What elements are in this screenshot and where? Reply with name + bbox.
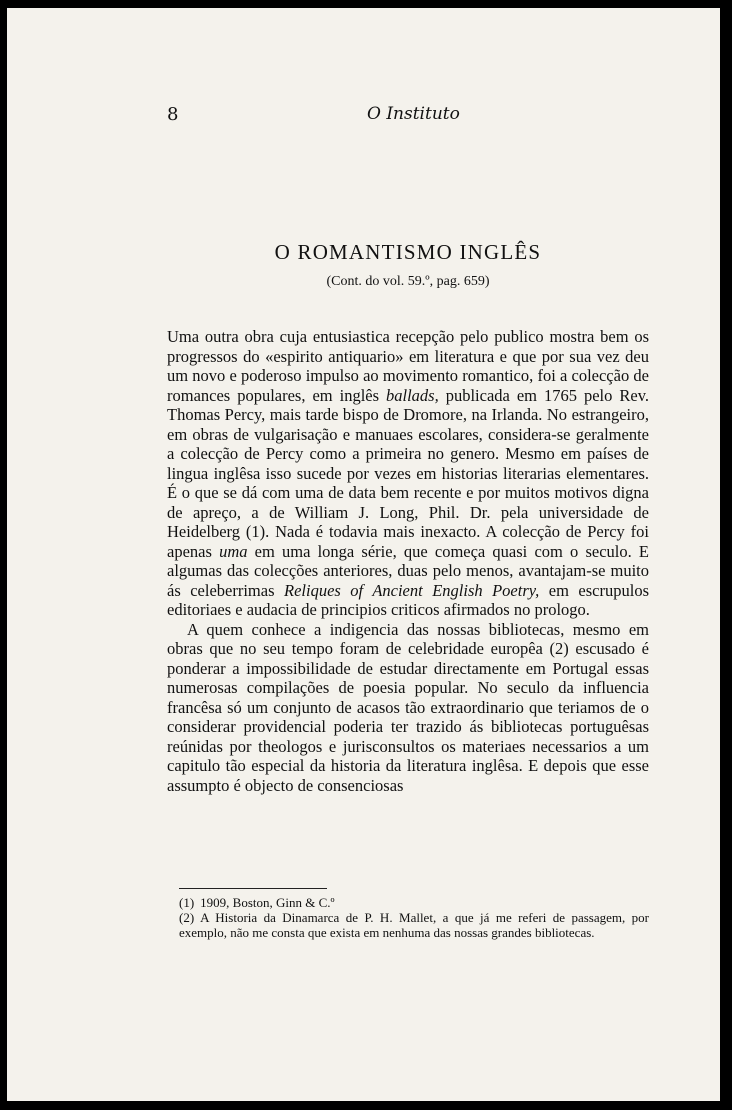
- paragraph-2: A quem conhece a indigencia das nossas bibliotecas, mesmo em obras que no seu tempo foram de celebridade europêa (2) escusado é ponderar a impossibilidade de estudar directamente em Portugal essas numerosas compilações de poesia popular. No seculo da influencia francêsa só um conjunto de acasos tão extraordinario que teriamos de o considerar providencial poderia ter trazido ás bibliotecas portuguêsas reúnidas por theologos e jurisconsultos os materiaes necessarios a um capitulo tão especial da historia da literatura inglêsa. E depois que esse assumpto é objecto de consenciosas: [167, 619, 649, 795]
- footnote-rule: [179, 888, 327, 889]
- paragraph-1: [167, 327, 649, 620]
- footnote-1-text: 1909, Boston, Ginn & C.º: [200, 895, 335, 910]
- footnote-1-mark: (1): [179, 895, 195, 910]
- continuation-note: (Cont. do vol. 59.º, pag. 659): [326, 274, 490, 289]
- paragraph-1-ballads: ballads,: [386, 385, 439, 405]
- footnotes: [179, 895, 649, 940]
- paragraph-1-text-e: em uma longa série, que começa quasi com o seculo. E algumas das colecções anteriores, duas pelo menos, avantajam-se muito ás celeberrimas: [167, 541, 649, 600]
- article-body: [167, 327, 649, 795]
- paragraph-1-reliques: Reliques of Ancient English Poetry,: [284, 580, 540, 600]
- paragraph-1-uma: uma: [219, 541, 248, 561]
- footnote-1: [179, 895, 649, 910]
- footnote-2: [179, 910, 649, 940]
- book-page: [7, 8, 720, 1101]
- footnote-2-text: A Historia da Dinamarca de P. H. Mallet, a que já me referi de passagem, por exemplo, não me consta que exista em nenhuma das nossas grandes bibliotecas.: [179, 910, 649, 940]
- article-title: O ROMANTISMO INGLÊS: [274, 240, 542, 264]
- paragraph-1-text-g: em escrupulos editoriaes e audacia de principios criticos afirmados no prologo.: [167, 580, 649, 619]
- running-title: O Instituto: [367, 104, 460, 124]
- paragraph-1-text-c: publicada em 1765 pelo Rev. Thomas Percy, mais tarde bispo de Dromore, na Irlanda. No estrangeiro, em obras de vulgarisação e manuaes escolares, considera-se geralmente a colecção de Percy como a primeira no genero. Mesmo em países de lingua inglêsa isso sucede por vezes em historias literarias elementares. É o que se dá com uma de data bem recente e por muitos motivos digna de apreço, a de William J. Long, Phil. Dr. pela universidade de Heidelberg (1). Nada é todavia mais inexacto. A colecção de Percy foi apenas: [167, 385, 649, 561]
- page-number: 8: [167, 104, 179, 125]
- page-header: [167, 104, 647, 128]
- footnote-2-mark: (2): [179, 910, 195, 925]
- paragraph-1-text-a: Uma outra obra cuja entusiastica recepção pelo publico mostra bem os progressos do «espirito antiquario» em literatura e que por sua vez deu um novo e poderoso impulso ao movimento romantico, foi a colecção de romances populares, em inglês: [167, 327, 649, 405]
